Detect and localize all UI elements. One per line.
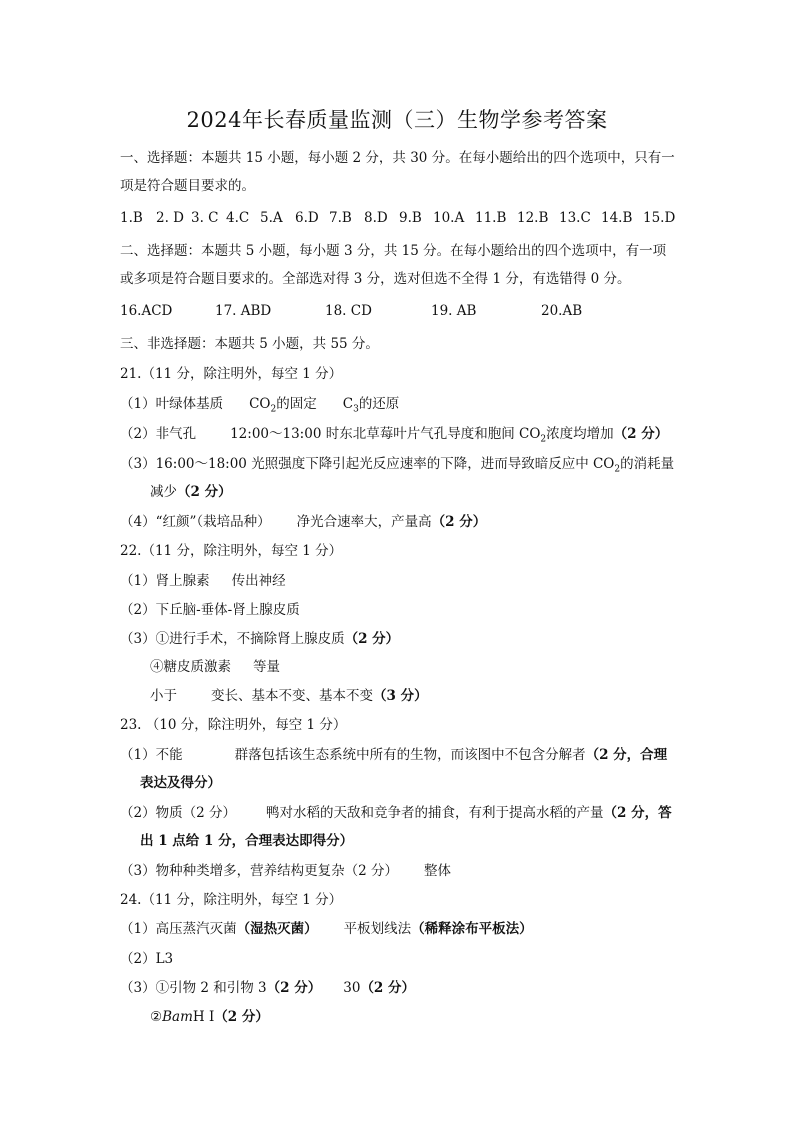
q21-part-3-cont: 减少（2 分） <box>150 484 232 500</box>
q23-part-3: （3）物种种类增多，营养结构更复杂（2 分） 整体 <box>120 863 451 879</box>
q23-part-1: （1）不能 群落包括该生态系统中所有的生物，而该图中不包含分解者（2 分，合理 <box>120 747 668 763</box>
answer-item: 12.B <box>517 210 549 226</box>
q21-part-2: （2）非气孔 12:00～13:00 时东北草莓叶片气孔导度和胞间 $CO_2$浓度均增加（2 分） <box>120 426 669 445</box>
answer-item: 14.B <box>601 210 633 226</box>
q21-part-3: （3）16:00～18:00 光照强度下降引起光反应速率的下降，进而导致暗反应中 $CO_2$的消耗量 <box>120 456 675 475</box>
q21-header: 21.（11 分，除注明外，每空 1 分） <box>120 366 343 382</box>
q22-header: 22.（11 分，除注明外，每空 1 分） <box>120 543 343 559</box>
answer-item: 17. ABD <box>215 303 272 319</box>
q22-part-3-results: 小于 变长、基本不变、基本不变（3 分） <box>150 688 428 704</box>
section-2-answers <box>120 305 582 319</box>
answer-item: 7.B <box>329 210 352 226</box>
answer-item: 18. CD <box>325 303 372 319</box>
section-1-header-cont: 项是符合题目要求的。 <box>120 178 255 194</box>
answer-item: 13.C <box>559 210 591 226</box>
q23-header: 23. （10 分，除注明外，每空 1 分） <box>120 717 347 733</box>
answer-item: 5.A <box>260 210 283 226</box>
q22-part-3-step-4: ④糖皮质激素 等量 <box>150 659 280 675</box>
answer-item: 1.B <box>120 210 143 226</box>
page-title: 2024年长春质量监测（三）生物学参考答案 <box>186 108 608 132</box>
q21-part-4: （4）“红颜”（栽培品种） 净光合速率大，产量高（2 分） <box>120 514 487 530</box>
q22-part-1: （1）肾上腺素 传出神经 <box>120 573 286 589</box>
section-1-header: 一、选择题：本题共 15 小题，每小题 2 分，共 30 分。在每小题给出的四个选项中，只有一 <box>120 150 675 166</box>
answer-item: 3. C <box>191 210 219 226</box>
answer-item: 4.C <box>226 210 250 226</box>
answer-item: 16.ACD <box>120 303 173 319</box>
answer-item: 19. AB <box>431 303 477 319</box>
section-2-header: 二、选择题：本题共 5 小题，每小题 3 分，共 15 分。在每小题给出的四个选项中，有一项 <box>120 243 667 259</box>
section-1-answers <box>120 212 675 226</box>
answer-item: 6.D <box>295 210 319 226</box>
q24-header: 24.（11 分，除注明外，每空 1 分） <box>120 892 343 908</box>
q24-part-3-step-2: ②BamH I（2 分） <box>150 1009 269 1025</box>
q23-part-1-cont: 表达及得分） <box>140 775 221 791</box>
q23-part-2: （2）物质（2 分） 鸭对水稻的天敌和竞争者的捕食，有利于提高水稻的产量（2 分，答 <box>120 805 672 821</box>
q24-part-2: （2）L3 <box>120 951 174 967</box>
q24-part-1: （1）高压蒸汽灭菌（湿热灭菌） 平板划线法（稀释涂布平板法） <box>120 921 533 937</box>
answer-item: 8.D <box>364 210 388 226</box>
q22-part-3: （3）①进行手术，不摘除肾上腺皮质（2 分） <box>120 631 400 647</box>
answer-item: 9.B <box>399 210 422 226</box>
answer-item: 2. D <box>156 210 184 226</box>
q21-part-1: （1）叶绿体基质 $CO_2$的固定 $C_3$的还原 <box>120 396 400 415</box>
answer-item: 10.A <box>433 210 465 226</box>
q24-part-3: （3）①引物 2 和引物 3（2 分） 30（2 分） <box>120 980 416 996</box>
section-3-header: 三、非选择题：本题共 5 小题，共 55 分。 <box>120 336 379 352</box>
section-2-header-cont: 或多项是符合题目要求的。全部选对得 3 分，选对但选不全得 1 分，有选错得 0 分。 <box>120 271 631 287</box>
answer-item: 15.D <box>643 210 676 226</box>
answer-item: 20.AB <box>541 303 583 319</box>
answer-item: 11.B <box>475 210 507 226</box>
q22-part-2: （2）下丘脑-垂体-肾上腺皮质 <box>120 602 300 618</box>
q23-part-2-cont: 出 1 点给 1 分，合理表达即得分） <box>140 833 354 849</box>
